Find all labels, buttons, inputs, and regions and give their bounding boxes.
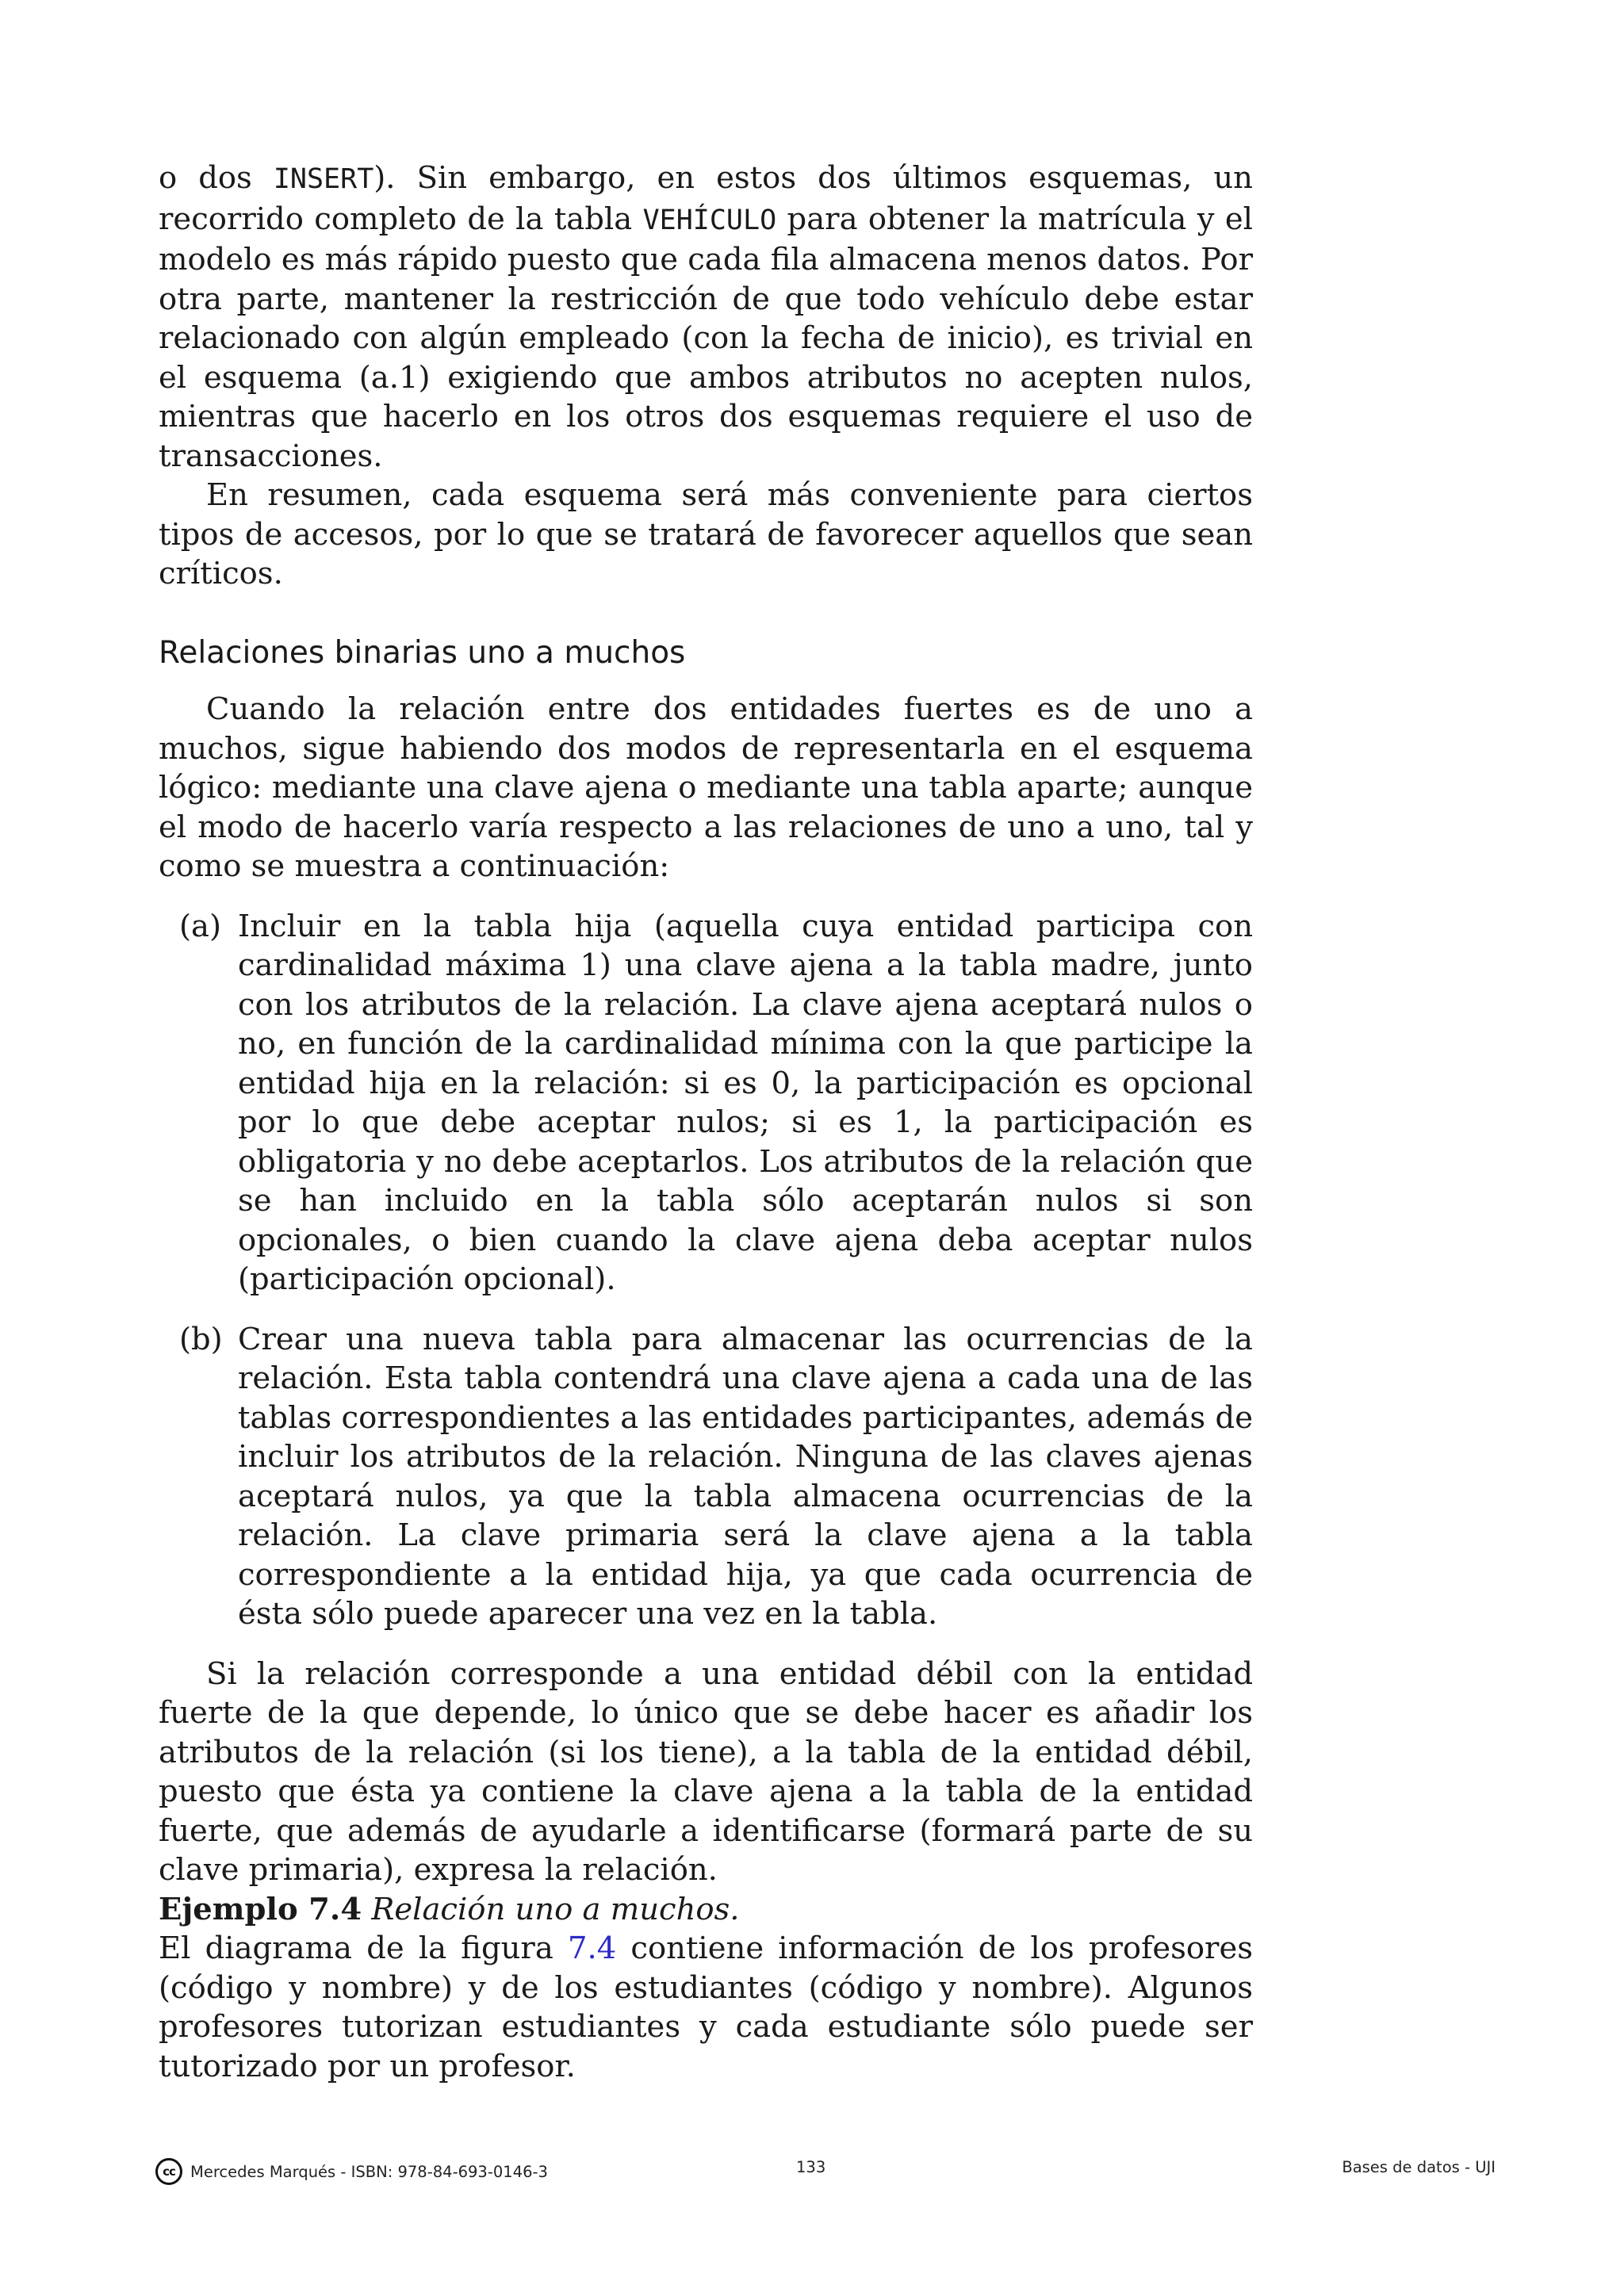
list-item — [159, 1320, 1253, 1634]
paragraph-debil: Si la relación corresponde a una entidad débil con la entidad fuerte de la que depende, lo único que se debe hacer es añadir los atributos de la relación (si los tiene), a la tabla de la entidad débil, puesto que ésta ya contiene la clave ajena a la tabla de la entidad fuerte, que además de ayudarle a identificarse (formará parte de su clave primaria), expresa la relación. — [159, 1655, 1253, 1888]
code-vehiculo: VEHÍCULO — [642, 204, 777, 236]
footer-author: Mercedes Marqués - ISBN: 978-84-693-0146-3 — [190, 2162, 548, 2181]
example-heading — [159, 1890, 1253, 1930]
option-list — [159, 907, 1253, 1634]
paragraph-resumen: En resumen, cada esquema será más conveniente para ciertos tipos de accesos, por lo que se tratará de favorecer aquellos que sean críticos. — [159, 477, 1253, 591]
text-run: ). Sin embargo, en estos dos últimos esquemas, un recorrido completo de la tabla — [159, 160, 1253, 237]
example-title: Relación uno a muchos. — [371, 1891, 740, 1927]
example-label: Ejemplo 7.4 — [159, 1891, 362, 1927]
list-item-label: (b) — [179, 1321, 223, 1357]
footer-left — [155, 2158, 548, 2185]
text-run: El diagrama de la figura — [159, 1931, 568, 1966]
footer-book-title: Bases de datos - UJI — [1342, 2158, 1496, 2176]
list-item-label: (a) — [179, 908, 221, 944]
text-run: contiene información de los profesores (código y nombre) y de los estudiantes (código y nombre). Algunos profesores tutorizan estudiantes y cada estudiante sólo puede ser tutorizado por un profesor. — [159, 1931, 1253, 2084]
list-item — [159, 907, 1253, 1299]
section-heading: Relaciones binarias uno a muchos — [159, 634, 686, 671]
paragraph-top — [159, 159, 1253, 476]
list-item-text: Incluir en la tabla hija (aquella cuya entidad participa con cardinalidad máxima 1) una clave ajena a la tabla madre, junto con los atributos de la relación. La clave ajena aceptará nulos o no, en función de la cardinalidad mínima con la que participe la entidad hija en la relación: si es 0, la participación es opcional por lo que debe aceptar nulos; si es 1, la participación es obligatoria y no debe aceptarlos. Los atributos de la relación que se han incluido en la tabla sólo aceptarán nulos si son opcionales, o bien cuando la clave ajena deba aceptar nulos (participación opcional). — [238, 908, 1253, 1297]
figure-reference-link[interactable]: 7.4 — [567, 1931, 617, 1966]
paragraph-intro: Cuando la relación entre dos entidades fuertes es de uno a muchos, sigue habiendo dos modos de representarla en el esquema lógico: mediante una clave ajena o mediante una tabla aparte; aunque el modo de hacerlo varía respecto a las relaciones de uno a uno, tal y como se muestra a continuación: — [159, 691, 1253, 884]
page-content — [159, 159, 1253, 2086]
list-item-text: Crear una nueva tabla para almacenar las ocurrencias de la relación. Esta tabla contendrá una clave ajena a cada una de las tablas correspondientes a las entidades participantes, además de incluir los atributos de la relación. Ninguna de las claves ajenas aceptará nulos, ya que la tabla almacena ocurrencias de la relación. La clave primaria será la clave ajena a la tabla correspondiente a la entidad hija, ya que cada ocurrencia de ésta sólo puede aparecer una vez en la tabla. — [238, 1321, 1253, 1632]
code-insert: INSERT — [273, 163, 374, 195]
page-number: 133 — [796, 2158, 826, 2176]
paragraph-example — [159, 1929, 1253, 2086]
text-run: o dos — [159, 160, 274, 196]
creative-commons-icon: cc — [155, 2158, 182, 2185]
page-footer — [155, 2158, 1496, 2190]
text-run: para obtener la matrícula y el modelo es más rápido puesto que cada fila almacena menos datos. Por otra parte, mantener la restricción de que todo vehículo debe estar relacionado con algún empleado (con la fecha de inicio), es trivial en el esquema (a.1) exigiendo que ambos atributos no acepten nulos, mientras que hacerlo en los otros dos esquemas requiere el uso de transacciones. — [159, 201, 1253, 474]
